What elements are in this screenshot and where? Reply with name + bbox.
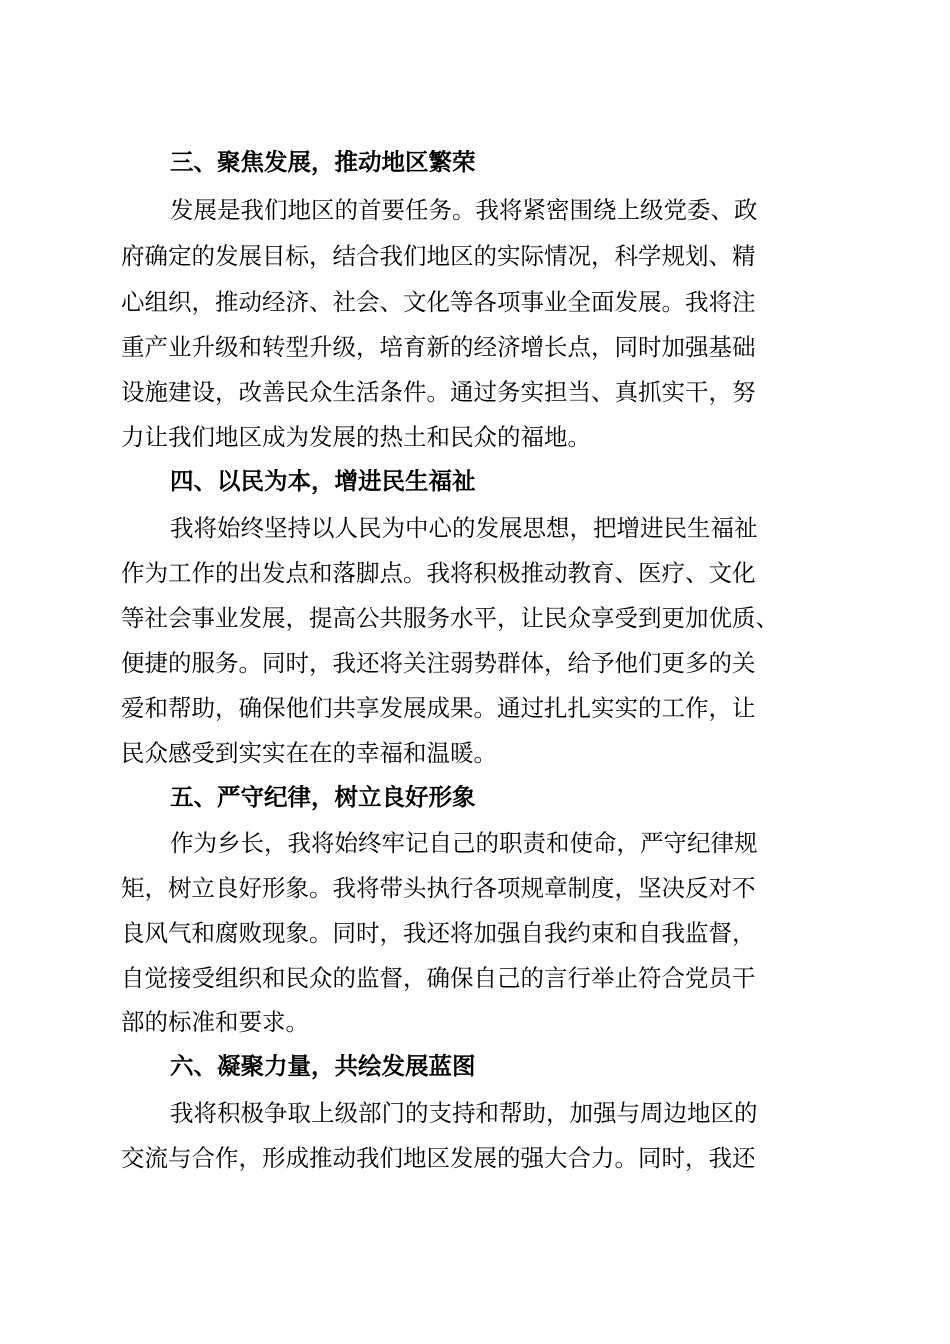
paragraph-line: 作为工作的出发点和落脚点。我将积极推动教育、医疗、文化 xyxy=(121,559,756,587)
section-heading: 三、聚焦发展，推动地区繁荣 xyxy=(170,148,476,176)
paragraph-line: 民众感受到实实在在的幸福和温暖。 xyxy=(121,739,497,767)
paragraph-line: 部的标准和要求。 xyxy=(121,1008,309,1036)
paragraph-line: 等社会事业发展，提高公共服务水平，让民众享受到更加优质、 xyxy=(121,604,779,632)
paragraph-line: 设施建设，改善民众生活条件。通过务实担当、真抓实干，努 xyxy=(121,378,756,406)
paragraph-line: 府确定的发展目标，结合我们地区的实际情况，科学规划、精 xyxy=(121,242,756,270)
paragraph-line: 自觉接受组织和民众的监督，确保自己的言行举止符合党员干 xyxy=(121,964,756,992)
paragraph-line: 爱和帮助，确保他们共享发展成果。通过扎扎实实的工作，让 xyxy=(121,694,756,722)
paragraph-line: 重产业升级和转型升级，培育新的经济增长点，同时加强基础 xyxy=(121,333,756,361)
paragraph-line: 我将始终坚持以人民为中心的发展思想，把增进民生福祉 xyxy=(170,514,758,542)
paragraph-line: 矩，树立良好形象。我将带头执行各项规章制度，坚决反对不 xyxy=(121,874,756,902)
paragraph-line: 便捷的服务。同时，我还将关注弱势群体，给予他们更多的关 xyxy=(121,649,756,677)
section-heading: 四、以民为本，增进民生福祉 xyxy=(170,467,476,495)
paragraph-line: 作为乡长，我将始终牢记自己的职责和使命，严守纪律规 xyxy=(170,829,758,857)
section-heading: 六、凝聚力量，共绘发展蓝图 xyxy=(170,1052,476,1080)
paragraph-line: 我将积极争取上级部门的支持和帮助，加强与周边地区的 xyxy=(170,1099,758,1127)
paragraph-line: 心组织，推动经济、社会、文化等各项事业全面发展。我将注 xyxy=(121,288,756,316)
paragraph-line: 良风气和腐败现象。同时，我还将加强自我约束和自我监督， xyxy=(121,919,756,947)
paragraph-line: 交流与合作，形成推动我们地区发展的强大合力。同时，我还 xyxy=(121,1144,756,1172)
paragraph-line: 力让我们地区成为发展的热土和民众的福地。 xyxy=(121,423,591,451)
section-heading: 五、严守纪律，树立良好形象 xyxy=(170,783,476,811)
paragraph-line: 发展是我们地区的首要任务。我将紧密围绕上级党委、政 xyxy=(170,196,758,224)
